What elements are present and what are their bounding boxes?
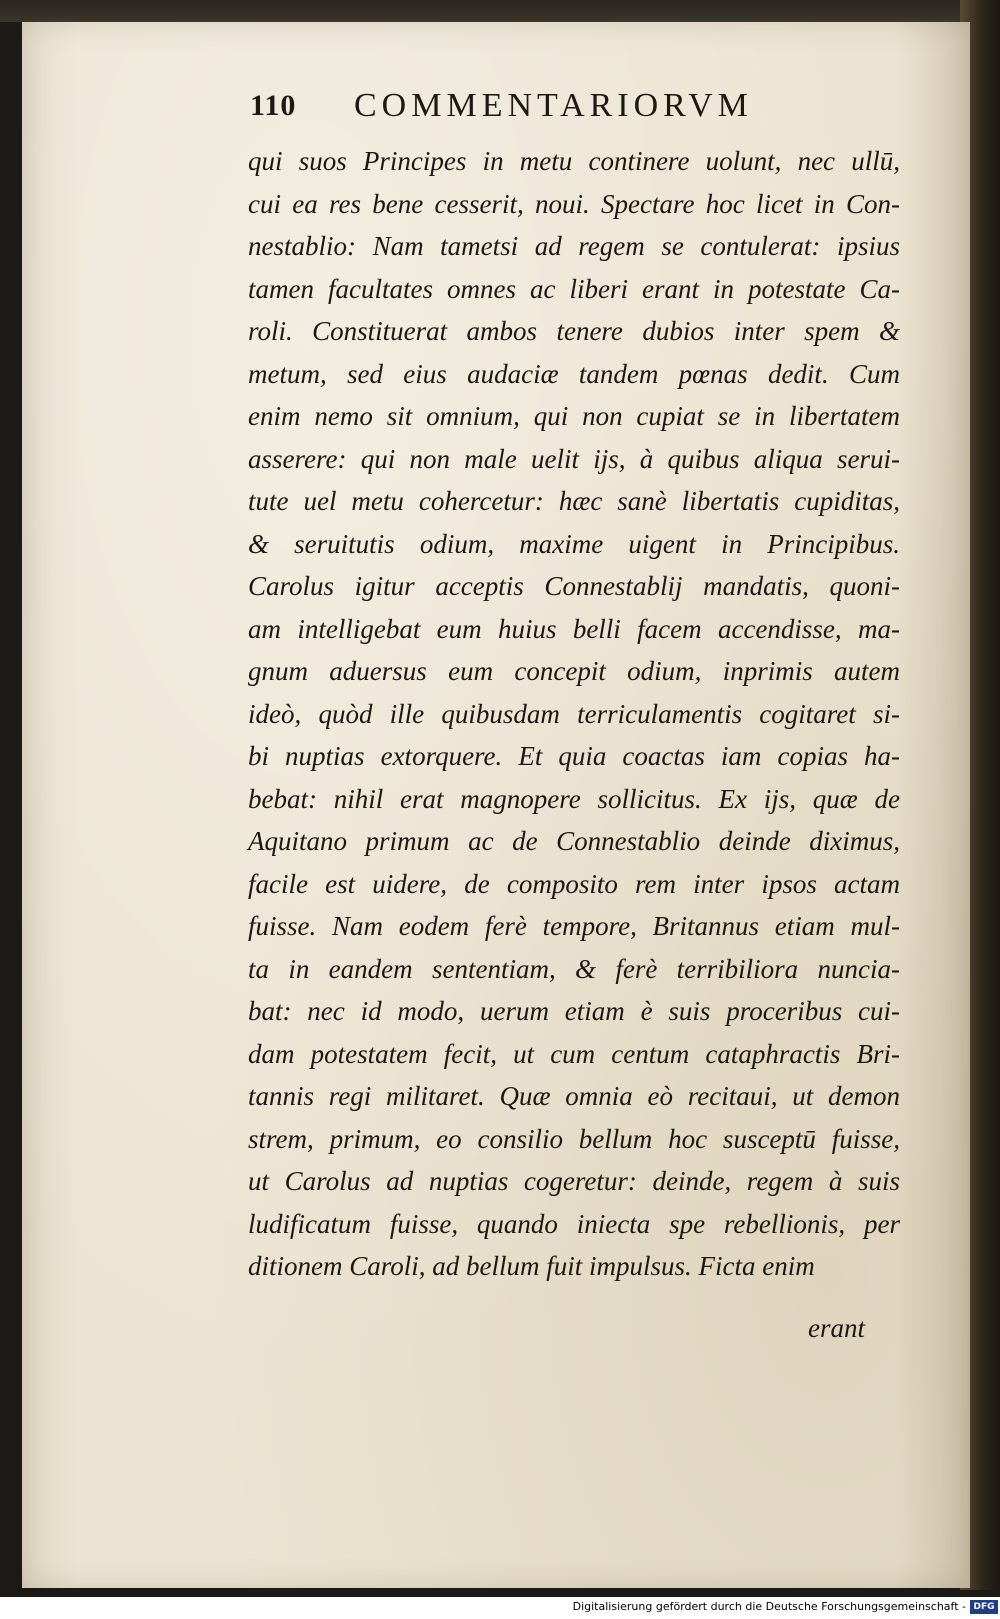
text-line: ludificatum fuisse, quando iniecta spe rebellionis, per xyxy=(248,1208,900,1239)
text-line: Aquitano primum ac de Connestablio deinde diximus, xyxy=(248,826,900,856)
text-line: dam potestatem fecit, ut cum centum cataphractis Bri- xyxy=(248,1038,900,1069)
text-line: enim nemo sit omnium, qui non cupiat se in libertatem xyxy=(248,401,900,431)
text-line: tute uel metu cohercetur: hæc sanè libertatis cupiditas, xyxy=(248,486,900,516)
digitization-footer xyxy=(0,1597,1000,1619)
scan-edge-top xyxy=(0,0,1000,22)
text-line: am intelligebat eum huius belli facem accendisse, ma- xyxy=(248,613,900,644)
text-line: bebat: nihil erat magnopere sollicitus. Ex ijs, quæ de xyxy=(248,783,900,814)
text-line: tannis regi militaret. Quæ omnia eò recitaui, ut demon xyxy=(248,1081,900,1111)
dfg-logo: DFG xyxy=(970,1600,998,1614)
catchword: erant xyxy=(808,1313,865,1343)
text-line: strem, primum, eo consilio bellum hoc susceptū fuisse, xyxy=(248,1123,900,1154)
text-line: gnum aduersus eum concepit odium, inprimis autem xyxy=(248,656,900,686)
text-line: & seruitutis odium, maxime uigent in Principibus. xyxy=(248,528,900,559)
text-line: metum, sed eius audaciæ tandem pœnas dedit. Cum xyxy=(248,358,900,389)
text-line: Carolus igitur acceptis Connestablij mandatis, quoni- xyxy=(248,571,900,601)
running-head xyxy=(250,85,820,135)
text-line: qui suos Principes in metu continere uolunt, nec ullū, xyxy=(248,146,900,176)
text-line: ta in eandem sententiam, & ferè terribiliora nuncia- xyxy=(248,953,900,984)
text-line: bi nuptias extorquere. Et quia coactas iam copias ha- xyxy=(248,741,900,771)
body-text xyxy=(248,140,900,1288)
text-line: roli. Constituerat ambos tenere dubios inter spem & xyxy=(248,316,900,346)
text-line: cui ea res bene cesserit, noui. Spectare hoc licet in Con- xyxy=(248,188,900,219)
page-number: 110 xyxy=(250,89,297,122)
text-line: ditionem Caroli, ad bellum fuit impulsus. Ficta enim xyxy=(248,1251,815,1281)
text-line: nestablio: Nam tametsi ad regem se contulerat: ipsius xyxy=(248,231,900,261)
text-line: bat: nec id modo, uerum etiam è suis proceribus cui- xyxy=(248,996,900,1026)
text-line: facile est uidere, de composito rem inter ipsos actam xyxy=(248,868,900,899)
funding-credit: Digitalisierung gefördert durch die Deutsche Forschungsgemeinschaft - xyxy=(572,1600,966,1613)
text-line: tamen facultates omnes ac liberi erant in potestate Ca- xyxy=(248,273,900,304)
text-line: ut Carolus ad nuptias cogeretur: deinde, regem à suis xyxy=(248,1166,900,1196)
text-line: fuisse. Nam eodem ferè tempore, Britannus etiam mul- xyxy=(248,911,900,941)
text-line: asserere: qui non male uelit ijs, à quibus aliqua serui- xyxy=(248,443,900,474)
running-title: COMMENTARIORVM xyxy=(354,87,753,124)
text-line: ideò, quòd ille quibusdam terriculamentis cogitaret si- xyxy=(248,698,900,729)
